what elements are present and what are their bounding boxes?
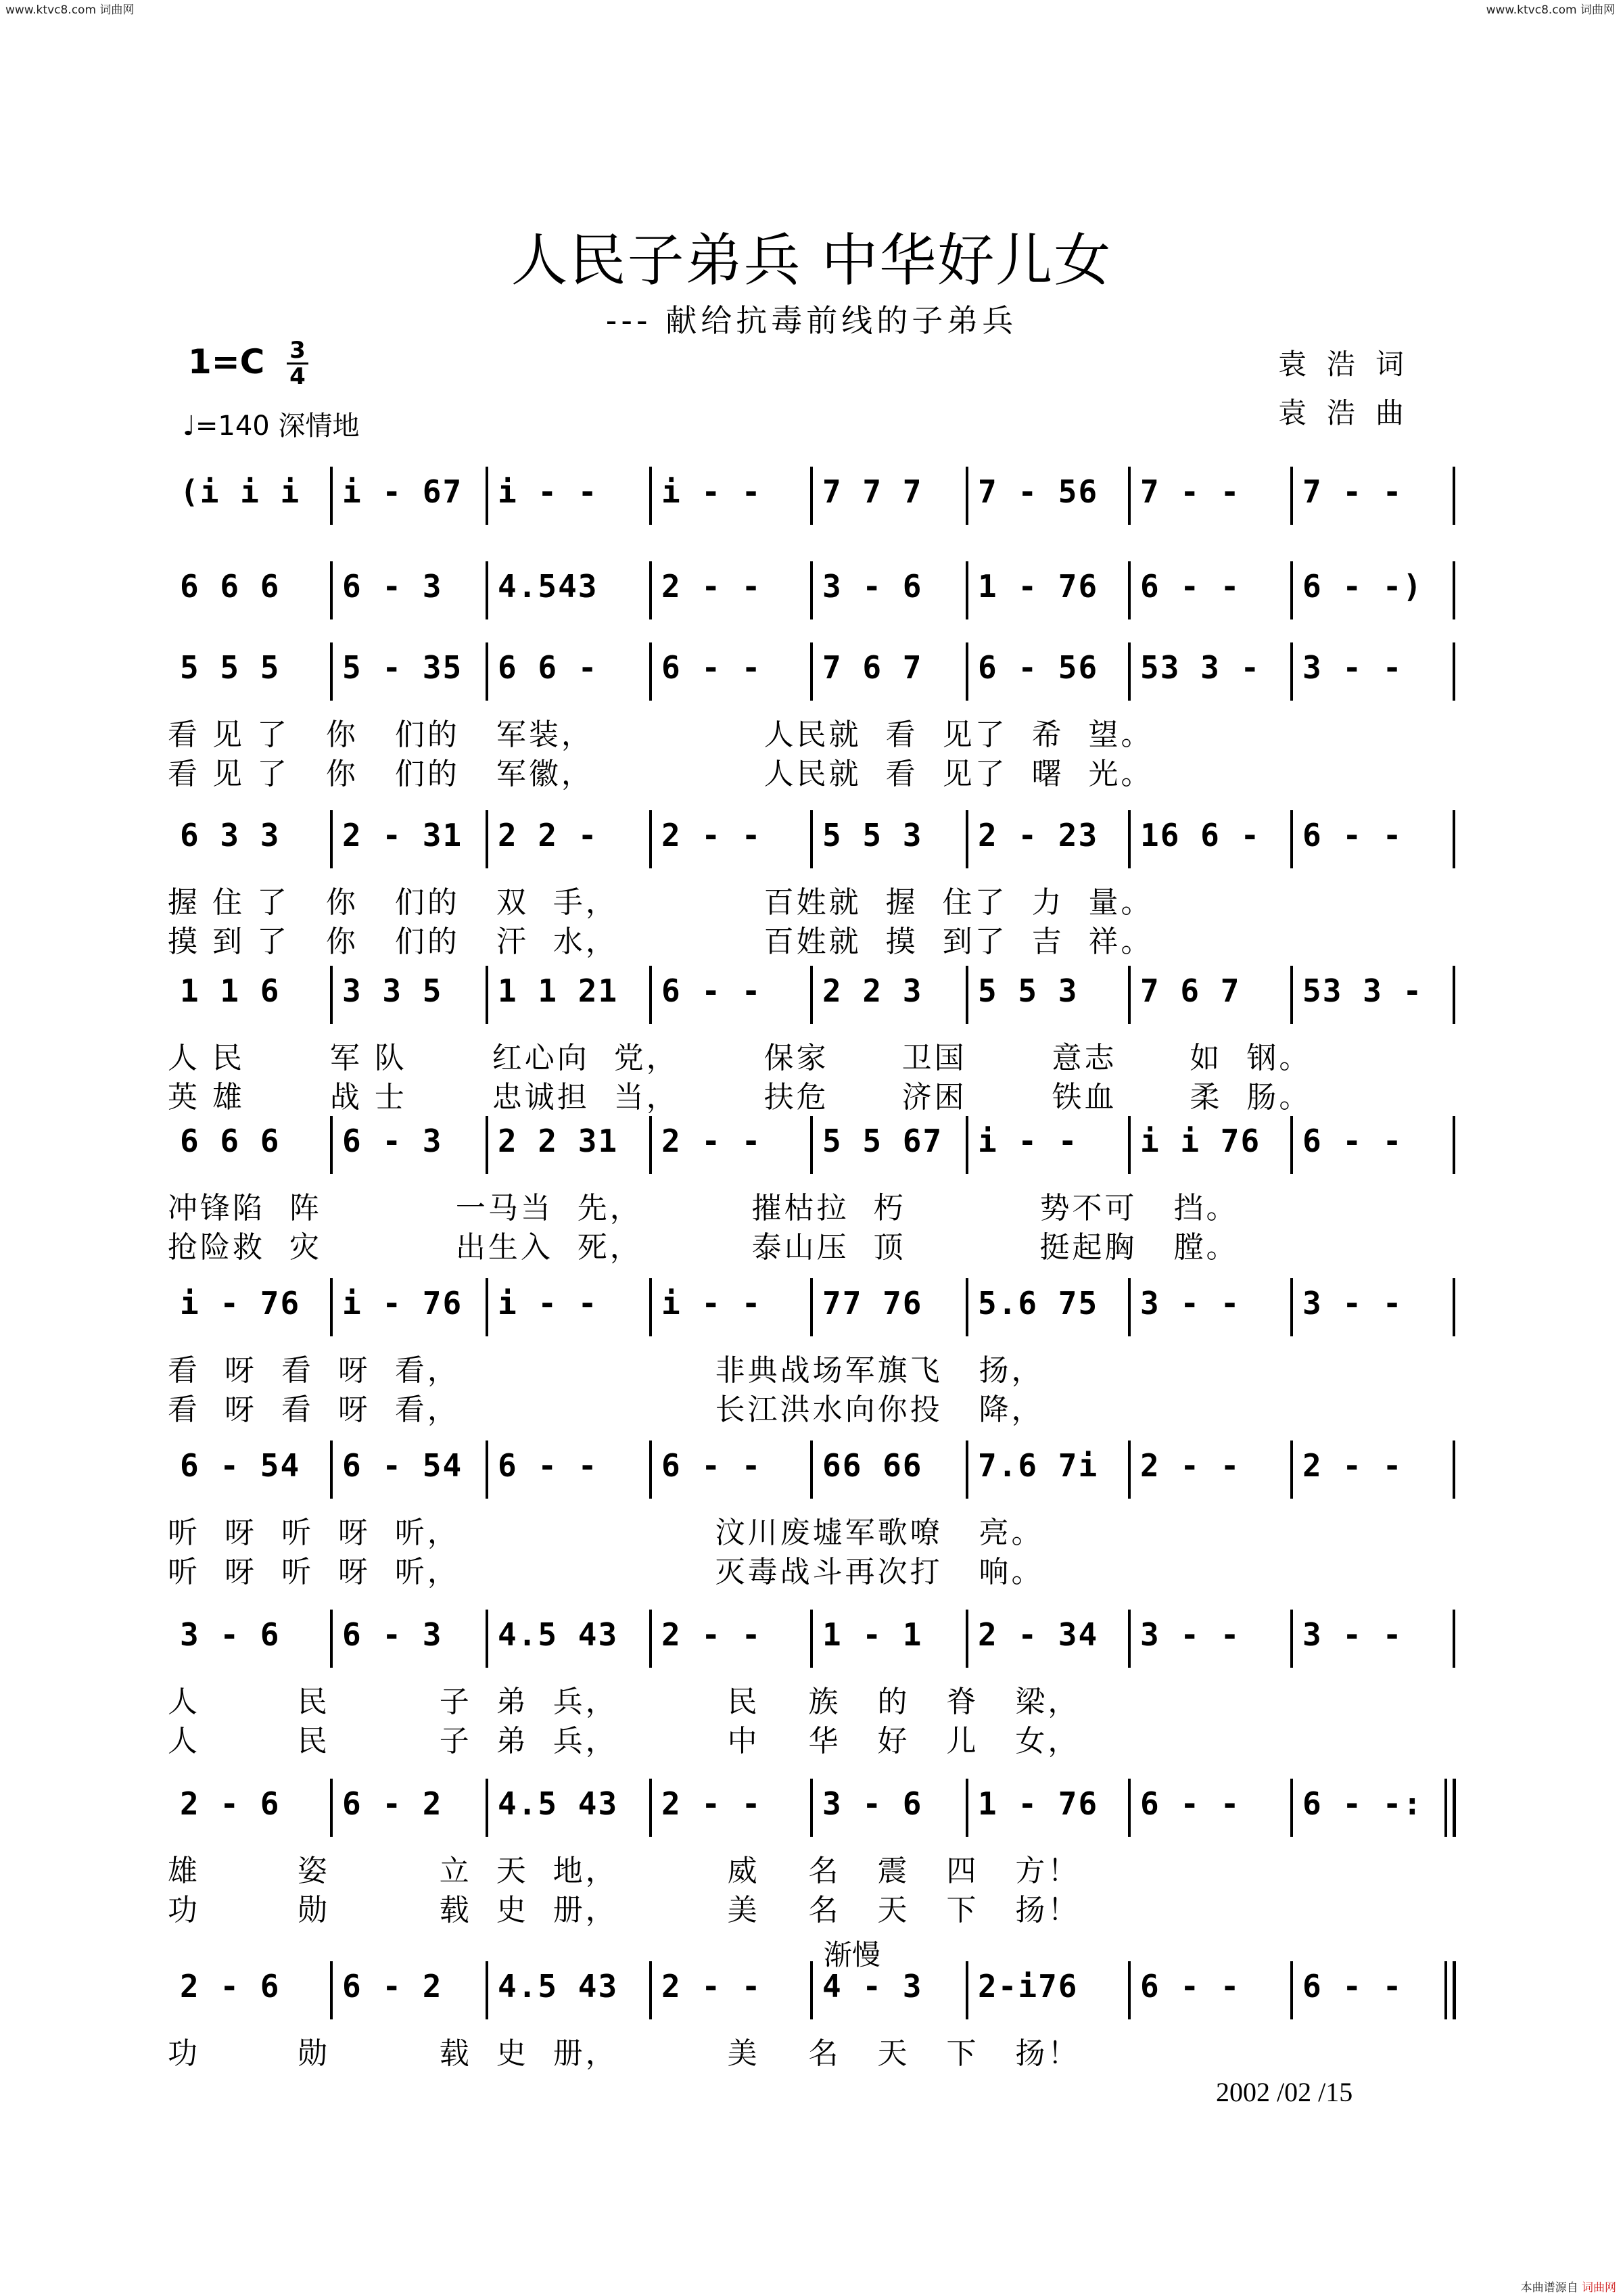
measure: 4.5 43: [498, 1616, 619, 1653]
measure: 3 3 5: [342, 973, 443, 1009]
barline: [810, 810, 813, 868]
composer-credit: 袁浩曲: [1278, 396, 1425, 429]
notes-line: [0, 561, 1623, 619]
measure: 2 - 23: [978, 817, 1099, 853]
barline: [1290, 966, 1293, 1024]
barline: [1444, 1779, 1447, 1837]
measure: 7 - -: [1140, 473, 1241, 510]
measure: 2 - -: [661, 817, 762, 853]
measure: i - 76: [342, 1285, 463, 1321]
measure: 2 2 3: [822, 973, 923, 1009]
barline: [649, 561, 652, 619]
measure: 6 - -: [661, 973, 762, 1009]
barline: [486, 467, 488, 525]
barline: [1128, 966, 1131, 1024]
lyric-line: 人 民 军 队 红心向 党， 保家 卫国 意志 如 钢。: [168, 1041, 1312, 1075]
measure: 2 - -: [661, 1785, 762, 1822]
measure: 5 5 5: [180, 649, 281, 686]
measure: i i 76: [1140, 1123, 1261, 1159]
measure: 53 3 -: [1140, 649, 1261, 686]
barline: [966, 1779, 968, 1837]
barline: [1453, 1961, 1456, 2019]
barline: [1128, 1116, 1131, 1174]
barline: [1128, 561, 1131, 619]
measure: 3 - 6: [822, 568, 923, 605]
barline: [330, 1278, 333, 1336]
barline: [486, 1610, 488, 1668]
barline: [810, 966, 813, 1024]
barline: [1453, 810, 1455, 868]
barline: [1290, 561, 1293, 619]
measure: (i i i: [180, 473, 301, 510]
barline: [966, 1278, 968, 1336]
lyric-line: 抢险救 灾 出生入 死， 泰山压 顶 挺起胸 膛。: [168, 1230, 1239, 1265]
barline: [1290, 642, 1293, 701]
lyric-line: 功 勋 载 史 册， 美 名 天 下 扬！: [168, 2036, 1081, 2071]
measure: 2 - -: [661, 1616, 762, 1653]
barline: [810, 561, 813, 619]
measure: 3 - -: [1140, 1285, 1241, 1321]
tempo-marking: ♩=140 深情地: [183, 411, 360, 442]
measure: 5.6 75: [978, 1285, 1099, 1321]
measure: 2-i76: [978, 1968, 1079, 2005]
barline: [1128, 810, 1131, 868]
barline: [1128, 1278, 1131, 1336]
barline: [486, 1440, 488, 1499]
barline: [966, 1440, 968, 1499]
measure: 5 - 35: [342, 649, 463, 686]
barline: [1290, 1610, 1293, 1668]
score-row: [0, 1779, 1623, 1927]
barline: [486, 1116, 488, 1174]
measure: 7 6 7: [1140, 973, 1241, 1009]
measure: 6 - -): [1302, 568, 1424, 605]
barline: [330, 1610, 333, 1668]
header-right: www.ktvc8.com 词曲网: [1486, 3, 1615, 17]
lyric-line: 看 呀 看 呀 看， 长江洪水向你投 降，: [168, 1392, 1044, 1427]
barline: [810, 467, 813, 525]
notes-line: [0, 1779, 1623, 1837]
measure: 6 - -:: [1302, 1785, 1424, 1822]
barline: [1453, 1610, 1455, 1668]
notes-line: [0, 1610, 1623, 1668]
notes-line: [0, 467, 1623, 525]
measure: 6 - 56: [978, 649, 1099, 686]
barline: [649, 810, 652, 868]
measure: 2 - -: [661, 1123, 762, 1159]
barline: [1290, 1779, 1293, 1837]
barline: [1453, 467, 1455, 525]
measure: 2 - -: [1302, 1447, 1403, 1484]
measure: 6 - 3: [342, 1123, 443, 1159]
notes-line: [0, 1440, 1623, 1499]
measure: 6 - -: [1140, 1968, 1241, 2005]
time-top: 3: [289, 337, 306, 364]
measure: 6 6 6: [180, 1123, 281, 1159]
barline: [1128, 1610, 1131, 1668]
notes-line: [0, 642, 1623, 701]
measure: i - -: [661, 1285, 762, 1321]
barline: [1453, 1440, 1455, 1499]
footer: [1521, 2278, 1616, 2295]
measure: 3 - 6: [822, 1785, 923, 1822]
barline: [649, 467, 652, 525]
measure: 6 - 3: [342, 1616, 443, 1653]
barline: [966, 1116, 968, 1174]
notes-line: [0, 966, 1623, 1024]
lyricist-credit: 袁浩词: [1278, 348, 1425, 381]
barline: [1128, 1440, 1131, 1499]
measure: i - -: [661, 473, 762, 510]
score-row: [0, 1116, 1623, 1265]
barline: [810, 1610, 813, 1668]
barline: [1444, 1961, 1447, 2019]
measure: 7.6 7i: [978, 1447, 1099, 1484]
composition-date: 2002 /02 /15: [1216, 2077, 1353, 2107]
barline: [649, 1278, 652, 1336]
measure: 6 - -: [661, 1447, 762, 1484]
barline: [649, 1779, 652, 1837]
barline: [810, 1116, 813, 1174]
measure: 16 6 -: [1140, 817, 1261, 853]
lyric-line: 听 呀 听 呀 听， 灭毒战斗再次打 响。: [168, 1555, 1044, 1589]
measure: 2 - -: [1140, 1447, 1241, 1484]
measure: 53 3 -: [1302, 973, 1424, 1009]
ritardando-marking: 渐慢: [824, 1938, 881, 1971]
measure: 6 6 6: [180, 568, 281, 605]
measure: i - 76: [180, 1285, 301, 1321]
barline: [810, 1961, 813, 2019]
measure: 2 - -: [661, 568, 762, 605]
measure: 6 - 2: [342, 1968, 443, 2005]
measure: 2 2 31: [498, 1123, 619, 1159]
barline: [330, 1779, 333, 1837]
measure: 2 - -: [661, 1968, 762, 2005]
time-bottom: 4: [289, 363, 306, 390]
barline: [1128, 1961, 1131, 2019]
barline: [1290, 1278, 1293, 1336]
measure: 4 - 3: [822, 1968, 923, 2005]
time-signature: [284, 338, 311, 389]
measure: 2 2 -: [498, 817, 598, 853]
measure: 6 - -: [1140, 1785, 1241, 1822]
notes-line: [0, 1961, 1623, 2019]
measure: 6 - 54: [180, 1447, 301, 1484]
lyric-line: 摸 到 了 你 们的 汗 水， 百姓就 摸 到了 吉 祥。: [168, 924, 1154, 959]
measure: 1 - 76: [978, 1785, 1099, 1822]
barline: [810, 1779, 813, 1837]
barline: [330, 966, 333, 1024]
barline: [649, 1610, 652, 1668]
barline: [1453, 642, 1455, 701]
measure: 2 - 6: [180, 1785, 281, 1822]
key-signature: 1=C: [188, 342, 265, 381]
score-row: [0, 1278, 1623, 1427]
measure: 6 - -: [1302, 817, 1403, 853]
lyric-line: 看 呀 看 呀 看， 非典战场军旗飞 扬，: [168, 1353, 1044, 1388]
measure: 3 - -: [1302, 649, 1403, 686]
lyric-line: 握 住 了 你 们的 双 手， 百姓就 握 住了 力 量。: [168, 885, 1154, 920]
measure: 3 - -: [1302, 1285, 1403, 1321]
score-row: [0, 467, 1623, 525]
lyric-line: 看 见 了 你 们的 军装， 人民就 看 见了 希 望。: [168, 718, 1154, 752]
score-row: [0, 1440, 1623, 1589]
barline: [1128, 642, 1131, 701]
barline: [330, 1116, 333, 1174]
barline: [649, 966, 652, 1024]
barline: [330, 1440, 333, 1499]
barline: [330, 1961, 333, 2019]
barline: [1290, 1961, 1293, 2019]
barline: [1453, 966, 1455, 1024]
barline: [330, 642, 333, 701]
measure: 2 - 31: [342, 817, 463, 853]
measure: 3 - -: [1302, 1616, 1403, 1653]
barline: [1128, 1779, 1131, 1837]
barline: [330, 810, 333, 868]
measure: 6 - 54: [342, 1447, 463, 1484]
barline: [486, 1278, 488, 1336]
measure: 5 5 3: [978, 973, 1079, 1009]
measure: 5 5 3: [822, 817, 923, 853]
measure: 6 - -: [1302, 1968, 1403, 2005]
barline: [966, 810, 968, 868]
measure: 77 76: [822, 1285, 923, 1321]
barline: [966, 561, 968, 619]
barline: [966, 467, 968, 525]
measure: 6 - -: [1140, 568, 1241, 605]
measure: 3 - -: [1140, 1616, 1241, 1653]
measure: 6 - -: [1302, 1123, 1403, 1159]
lyric-line: 英 雄 战 士 忠诚担 当， 扶危 济困 铁血 柔 肠。: [168, 1080, 1312, 1115]
notes-line: [0, 1278, 1623, 1336]
measure: 6 - 2: [342, 1785, 443, 1822]
barline: [1128, 467, 1131, 525]
barline: [966, 1610, 968, 1668]
barline: [1290, 810, 1293, 868]
barline: [1290, 467, 1293, 525]
measure: 4.5 43: [498, 1968, 619, 2005]
barline: [966, 1961, 968, 2019]
measure: 7 - -: [1302, 473, 1403, 510]
barline: [1290, 1116, 1293, 1174]
measure: 1 - 76: [978, 568, 1099, 605]
barline: [810, 642, 813, 701]
measure: i - -: [978, 1123, 1079, 1159]
barline: [1453, 1116, 1455, 1174]
song-title: 人民子弟兵 中华好儿女: [511, 227, 1112, 294]
measure: 66 66: [822, 1447, 923, 1484]
score-row: [0, 642, 1623, 791]
measure: 6 3 3: [180, 817, 281, 853]
barline: [649, 1116, 652, 1174]
barline: [966, 966, 968, 1024]
header-left: www.ktvc8.com 词曲网: [5, 3, 135, 17]
barline: [486, 561, 488, 619]
measure: 1 - 1: [822, 1616, 923, 1653]
song-subtitle: --- 献给抗毒前线的子弟兵: [605, 302, 1018, 339]
barline: [966, 642, 968, 701]
footer-text: 本曲谱源自: [1520, 2281, 1578, 2295]
measure: 4.543: [498, 568, 598, 605]
barline: [1453, 1278, 1455, 1336]
measure: 2 - 6: [180, 1968, 281, 2005]
measure: 6 - -: [661, 649, 762, 686]
barline: [486, 810, 488, 868]
lyric-line: 功 勋 载 史 册， 美 名 天 下 扬！: [168, 1893, 1081, 1927]
measure: 3 - 6: [180, 1616, 281, 1653]
score-row: [0, 966, 1623, 1115]
barline: [330, 561, 333, 619]
measure: 1 1 6: [180, 973, 281, 1009]
measure: 7 6 7: [822, 649, 923, 686]
lyric-line: 雄 姿 立 天 地， 威 名 震 四 方！: [168, 1854, 1081, 1888]
score-row: [0, 810, 1623, 959]
footer-brand: 词曲网: [1582, 2281, 1616, 2295]
measure: 6 6 -: [498, 649, 598, 686]
measure: 7 - 56: [978, 473, 1099, 510]
measure: 6 - 3: [342, 568, 443, 605]
barline: [649, 1961, 652, 2019]
barline: [649, 1440, 652, 1499]
barline: [330, 467, 333, 525]
measure: 5 5 67: [822, 1123, 943, 1159]
lyric-line: 听 呀 听 呀 听， 汶川废墟军歌嘹 亮。: [168, 1516, 1044, 1550]
lyric-line: 看 见 了 你 们的 军徽， 人民就 看 见了 曙 光。: [168, 757, 1154, 791]
measure: 4.5 43: [498, 1785, 619, 1822]
barline: [1453, 1779, 1456, 1837]
score-row: [0, 561, 1623, 619]
score-row: [0, 1610, 1623, 1758]
measure: i - 67: [342, 473, 463, 510]
barline: [649, 642, 652, 701]
measure: 2 - 34: [978, 1616, 1099, 1653]
measure: i - -: [498, 473, 598, 510]
barline: [810, 1278, 813, 1336]
measure: i - -: [498, 1285, 598, 1321]
measure: 7 7 7: [822, 473, 923, 510]
lyric-line: 人 民 子 弟 兵， 民 族 的 脊 梁，: [168, 1685, 1081, 1719]
notes-line: [0, 1116, 1623, 1174]
notes-line: [0, 810, 1623, 868]
barline: [486, 642, 488, 701]
lyric-line: 人 民 子 弟 兵， 中 华 好 儿 女，: [168, 1724, 1081, 1758]
lyric-line: 冲锋陷 阵 一马当 先， 摧枯拉 朽 势不可 挡。: [168, 1191, 1239, 1225]
measure: 1 1 21: [498, 973, 619, 1009]
barline: [1290, 1440, 1293, 1499]
barline: [486, 966, 488, 1024]
score-row: [0, 1961, 1623, 2071]
barline: [810, 1440, 813, 1499]
barline: [486, 1961, 488, 2019]
barline: [1453, 561, 1455, 619]
measure: 6 - -: [498, 1447, 598, 1484]
barline: [486, 1779, 488, 1837]
